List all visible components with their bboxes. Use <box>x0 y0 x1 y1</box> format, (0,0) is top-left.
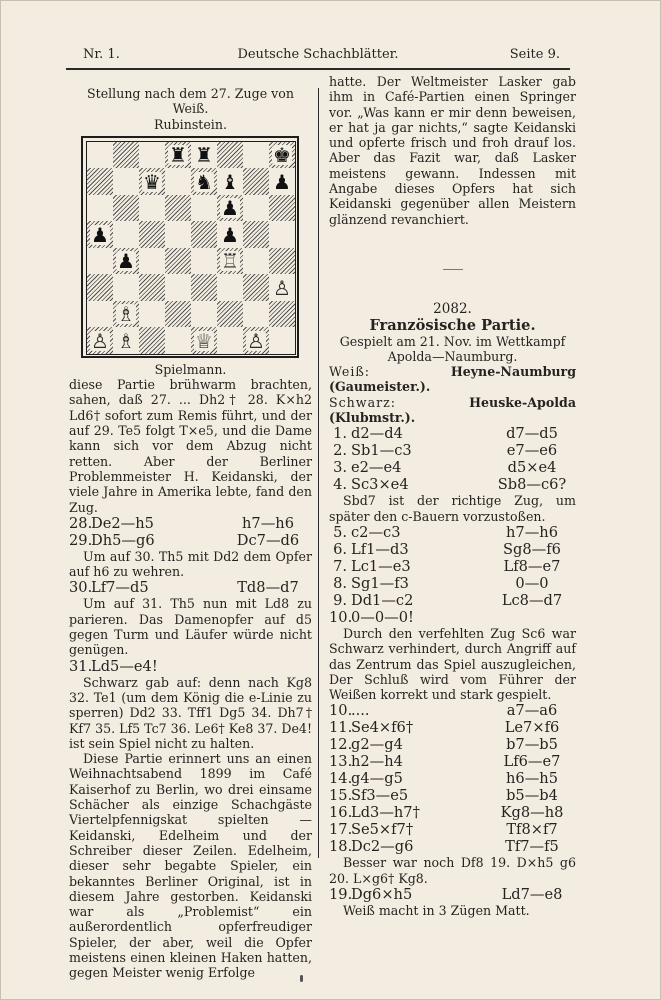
move-row <box>69 532 312 549</box>
white-move: Dh5—g6 <box>91 531 155 549</box>
white-label: Weiß: <box>329 364 371 380</box>
board-square <box>113 274 139 301</box>
black-move: Kg8—h8 <box>500 804 564 822</box>
board-square <box>217 221 243 248</box>
black-rook-icon: ♜ <box>169 143 187 168</box>
white-bishop-icon: ♗ <box>117 302 135 327</box>
anecdote-paragraph: Diese Partie erinnert uns an einen Weihnachtsabend 1899 im Café Kaiserhof zu Berlin, wo drei einsame Schächer als einzige Schachgäste Viertelpfennigskat spielten — Keidanski, Edelheim und der Schreiber dieser Zeilen. Edelheim, dieser sehr begabte Spieler, ein bekanntes Berliner Original, ist in diesem Jahre gestorben. Keidanski war als „Problemist“ ein außerordentlich opferfreudiger Spieler, der aber, weil die Opfer meistens einen kleinen Haken hatten, gegen Meister wenig Erfolge <box>69 751 312 981</box>
column-divider <box>318 88 319 858</box>
board-square <box>139 221 165 248</box>
board-square <box>269 142 295 169</box>
black-move: Sb8—c6? <box>497 476 567 494</box>
game-number: 2082. <box>433 300 472 317</box>
move-number: 12. <box>329 736 353 754</box>
move-note: Schwarz gab auf: denn nach Kg8 32. Te1 (um dem König die e-Linie zu sperren) Dd2 33. Tff1 Dg5 34. Dh7† Kf7 35. Lf5 Tc7 36. Le6† Ke8 37. De4! ist sein Spiel nicht zu halten. <box>69 674 313 751</box>
move-list <box>329 702 576 855</box>
move-row <box>69 579 312 596</box>
board-square <box>87 274 113 301</box>
board-square <box>87 301 113 328</box>
board-square <box>139 274 165 301</box>
move-row <box>329 609 576 626</box>
board-square <box>243 142 269 169</box>
board-square <box>139 168 165 195</box>
black-move: b7—b5 <box>506 736 558 754</box>
move-row <box>329 821 576 838</box>
board-square <box>191 301 217 328</box>
move-list <box>329 425 576 493</box>
white-move: g2—g4 <box>351 736 403 754</box>
anecdote-continuation: hatte. Der Weltmeister Lasker gab ihm in Café-Partien einen Springer vor. „Was kann er mir denn beweisen, er hat ja gar nichts,“ sagte Keidanski und opferte frisch und froh drauf los. Aber das Fazit war, daß Lasker meistens gewann. Indessen mit Angabe dieses Opfers hat sich Keidanski gegenüber allen Meistern glänzend revanchiert. <box>329 74 576 227</box>
board-square <box>243 327 269 354</box>
black-knight-icon: ♞ <box>195 169 213 194</box>
white-move: Ld5—e4! <box>91 657 158 675</box>
board-square <box>269 248 295 275</box>
white-move: h2—h4 <box>351 753 403 771</box>
page-mark <box>300 975 303 982</box>
board-square <box>139 327 165 354</box>
black-move: b5—b4 <box>506 787 558 805</box>
board-square <box>139 301 165 328</box>
player-bottom-name: Spielmann. <box>154 361 227 377</box>
game-title: Französische Partie. <box>369 317 536 335</box>
move-row <box>329 719 576 736</box>
board-square <box>243 221 269 248</box>
move-row <box>329 425 576 442</box>
move-row <box>329 524 576 541</box>
board-square <box>191 168 217 195</box>
diagram-caption: Stellung nach dem 27. Zuge von Weiß. <box>87 86 294 117</box>
white-move: Lf7—d5 <box>91 579 149 597</box>
move-row <box>329 804 576 821</box>
board-square <box>165 301 191 328</box>
white-move: Se4×f6† <box>351 719 414 737</box>
black-pawn-icon: ♟ <box>91 222 109 247</box>
move-row <box>329 702 576 719</box>
move-number: 17. <box>329 821 353 839</box>
black-rook-icon: ♜ <box>195 143 213 168</box>
move-list <box>69 579 312 596</box>
white-move: Sf3—e5 <box>351 787 409 805</box>
black-move: Le7×f6 <box>504 719 560 737</box>
move-row <box>329 575 576 592</box>
final-note: Weiß macht in 3 Zügen Matt. <box>343 903 530 919</box>
move-number: 6. <box>333 540 347 558</box>
black-pawn-icon: ♟ <box>117 249 135 274</box>
black-move: Lf8—e7 <box>503 557 561 575</box>
move-number: 11. <box>329 719 353 737</box>
move-number: 30. <box>69 579 93 597</box>
black-move: Tf8×f7 <box>506 821 558 839</box>
move-row <box>329 592 576 609</box>
board-square <box>217 301 243 328</box>
white-move: Sg1—f3 <box>351 574 409 592</box>
board-square <box>243 274 269 301</box>
move-row <box>329 787 576 804</box>
move-number: 31. <box>69 657 93 675</box>
move-number: 13. <box>329 753 353 771</box>
board-square <box>191 274 217 301</box>
white-rook-icon: ♖ <box>221 249 239 274</box>
board-square <box>243 248 269 275</box>
board-square <box>243 301 269 328</box>
black-move: 0—0 <box>515 574 549 592</box>
board-square <box>191 195 217 222</box>
board-square <box>113 327 139 354</box>
move-row <box>329 541 576 558</box>
move-number: 28. <box>69 514 93 532</box>
move-number: 7. <box>333 557 347 575</box>
white-move: Se5×f7† <box>351 821 414 839</box>
white-move: g4—g5 <box>351 770 403 788</box>
black-move <box>224 658 312 675</box>
move-number: 29. <box>69 531 93 549</box>
player-top-name: Rubinstein. <box>154 116 227 132</box>
move-row <box>329 459 576 476</box>
black-move: Tf7—f5 <box>505 838 559 856</box>
white-move: Ld3—h7† <box>351 804 420 822</box>
black-player-line <box>329 395 576 426</box>
board-square <box>113 168 139 195</box>
board-square <box>139 248 165 275</box>
board-square <box>269 221 295 248</box>
board-square <box>165 142 191 169</box>
white-move: Lf1—d3 <box>351 540 409 558</box>
board-square <box>87 195 113 222</box>
board-square <box>165 221 191 248</box>
move-note: Durch den verfehlten Zug Sc6 war Schwarz verhindert, durch Angriff auf das Zentrum das Spiel auszugleichen, Der Schluß wird vom Führer der Weißen korrekt und stark gespielt. <box>329 625 576 703</box>
board-square <box>217 248 243 275</box>
black-move: Sg8—f6 <box>503 540 561 558</box>
white-move: Dd1—c2 <box>351 591 414 609</box>
page-number: Seite 9. <box>509 47 560 62</box>
black-pawn-icon: ♟ <box>221 222 239 247</box>
white-pawn-icon: ♙ <box>91 328 109 353</box>
white-pawn-icon: ♙ <box>273 275 291 300</box>
board-square <box>269 168 295 195</box>
board-square <box>139 142 165 169</box>
move-number: 9. <box>333 591 347 609</box>
black-move: e7—e6 <box>506 442 558 460</box>
white-move: d2—d4 <box>351 425 403 443</box>
white-move: Lc1—e3 <box>351 557 411 575</box>
board-square <box>87 142 113 169</box>
black-move: Ld7—e8 <box>501 886 563 904</box>
black-move: h7—h6 <box>506 523 558 541</box>
white-move: 0—0—0! <box>351 608 414 626</box>
board-square <box>113 195 139 222</box>
move-number: 14. <box>329 770 353 788</box>
move-row <box>329 558 576 575</box>
header-rule <box>66 68 570 70</box>
board-square <box>269 301 295 328</box>
black-player: Heuske-Apolda (Klubmstr.). <box>329 394 576 426</box>
board-square <box>269 195 295 222</box>
black-move: Td8—d7 <box>237 579 299 597</box>
white-move: Dc2—g6 <box>351 838 414 856</box>
board-square <box>113 142 139 169</box>
move-number: 4. <box>333 476 347 494</box>
move-number: 18. <box>329 838 353 856</box>
board-square <box>191 248 217 275</box>
running-header <box>66 47 570 65</box>
board-square <box>191 327 217 354</box>
white-move: e2—e4 <box>351 459 402 477</box>
board-square <box>269 327 295 354</box>
board-square <box>113 301 139 328</box>
black-label: Schwarz: <box>329 394 396 410</box>
white-player-line <box>329 364 576 395</box>
move-list <box>329 886 576 903</box>
move-row <box>329 753 576 770</box>
move-number: 10. <box>329 608 353 626</box>
white-move: Sc3×e4 <box>351 476 409 494</box>
black-move: Dc7—d6 <box>236 531 300 549</box>
move-number: 16. <box>329 804 353 822</box>
move-row <box>329 886 576 903</box>
board-square <box>217 327 243 354</box>
black-move: Lc8—d7 <box>501 591 563 609</box>
white-queen-icon: ♕ <box>195 328 213 353</box>
black-move: h7—h6 <box>242 514 294 532</box>
move-note: Um auf 31. Th5 nun mit Ld8 zu parieren. Das Damenopfer auf d5 gegen Turm und Läufer würde nicht genügen. <box>69 596 312 658</box>
move-row <box>329 736 576 753</box>
chess-diagram <box>81 136 299 358</box>
board-square <box>165 168 191 195</box>
board-square <box>87 168 113 195</box>
white-move: Sb1—c3 <box>351 442 412 460</box>
move-row <box>69 658 312 675</box>
move-number: 10. <box>329 702 353 720</box>
board-square <box>243 168 269 195</box>
commentary-paragraph: diese Partie brühwarm brachten, sahen, daß 27. ... Dh2† 28. K×h2 Ld6† sofort zum Remis führt, und der auf 29. Te5 folgt T×e5, und die Dame kann sich vor dem Abzug nicht retten. Aber der Berliner Problemmeister H. Keidanski, der viele Jahre in Amerika lebte, fand den Zug. <box>69 377 312 515</box>
move-number: 5. <box>333 523 347 541</box>
right-column <box>329 74 576 918</box>
move-note: Sbd7 ist der richtige Zug, um später den c-Bauern vorzustoßen. <box>329 493 576 524</box>
white-player: Heyne-Naumburg (Gaumeister.). <box>329 364 576 395</box>
board-square <box>217 274 243 301</box>
white-move: De2—h5 <box>91 514 154 532</box>
black-pawn-icon: ♟ <box>221 196 239 221</box>
board-square <box>191 142 217 169</box>
move-list <box>69 658 312 675</box>
move-number: 8. <box>333 574 347 592</box>
black-move: Lf6—e7 <box>503 753 561 771</box>
publication-title: Deutsche Schachblätter. <box>237 47 399 62</box>
move-number: 15. <box>329 787 353 805</box>
black-move: d7—d5 <box>506 425 558 443</box>
black-move <box>488 609 576 626</box>
move-note: Besser war noch Df8 19. D×h5 g6 20. L×g6† Kg8. <box>329 855 576 886</box>
move-row <box>329 838 576 855</box>
board-square <box>113 248 139 275</box>
move-number: 19. <box>329 886 353 904</box>
move-row <box>329 770 576 787</box>
board-square <box>165 195 191 222</box>
board-square <box>87 248 113 275</box>
white-move: .... <box>351 702 370 720</box>
board-square <box>269 274 295 301</box>
board-square <box>191 221 217 248</box>
chess-board <box>86 141 296 355</box>
board-square <box>243 195 269 222</box>
board-square <box>87 327 113 354</box>
board-square <box>113 221 139 248</box>
move-number: 3. <box>333 459 347 477</box>
black-queen-icon: ♛ <box>143 169 161 194</box>
board-square <box>165 327 191 354</box>
board-square <box>217 195 243 222</box>
move-list <box>329 524 576 626</box>
black-pawn-icon: ♟ <box>273 169 291 194</box>
board-square <box>165 248 191 275</box>
move-number: 2. <box>333 442 347 460</box>
board-square <box>217 168 243 195</box>
black-move: d5×e4 <box>507 459 557 477</box>
white-move: Dg6×h5 <box>351 886 413 904</box>
issue-number: Nr. 1. <box>83 47 120 62</box>
white-move: c2—c3 <box>351 523 401 541</box>
move-row <box>329 476 576 493</box>
board-square <box>217 142 243 169</box>
black-bishop-icon: ♝ <box>221 169 239 194</box>
move-list <box>69 515 312 549</box>
left-column <box>69 86 312 981</box>
black-king-icon: ♚ <box>273 143 291 168</box>
game-info: Gespielt am 21. Nov. im Wettkampf Apolda—Naumburg. <box>339 333 566 364</box>
board-square <box>139 195 165 222</box>
move-row <box>69 515 312 532</box>
black-move: a7—a6 <box>506 702 558 720</box>
white-pawn-icon: ♙ <box>247 328 265 353</box>
board-square <box>87 221 113 248</box>
black-move: h6—h5 <box>506 770 558 788</box>
move-row <box>329 442 576 459</box>
move-note: Um auf 30. Th5 mit Dd2 dem Opfer auf h6 zu wehren. <box>69 548 312 580</box>
move-number: 1. <box>333 425 347 443</box>
white-bishop-icon: ♗ <box>117 328 135 353</box>
board-square <box>165 274 191 301</box>
